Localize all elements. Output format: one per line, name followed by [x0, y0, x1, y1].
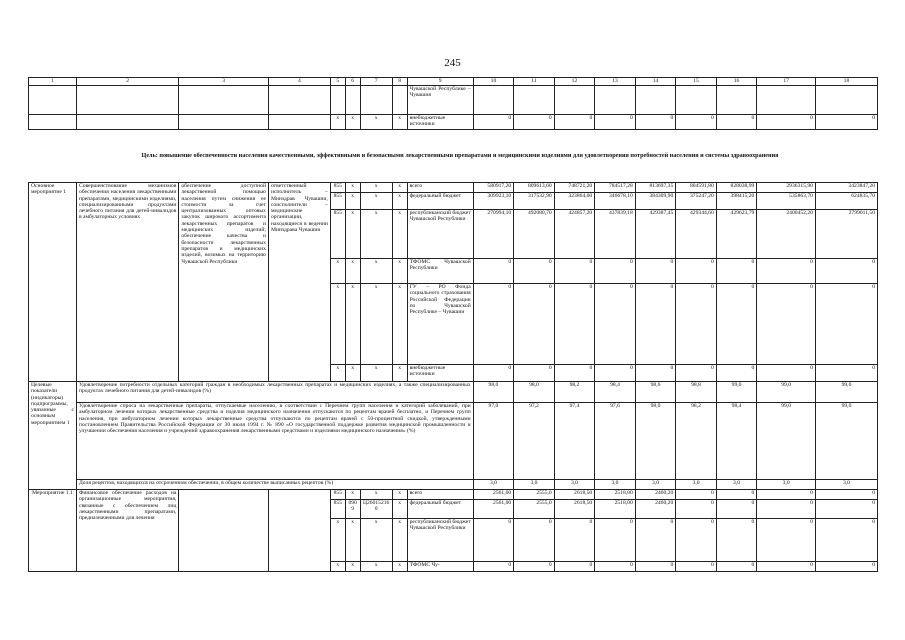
- table-cell: x: [330, 259, 345, 284]
- funding-source: федеральный бюджет: [407, 193, 473, 210]
- column-header: 7: [360, 78, 392, 86]
- table-row: [29, 183, 878, 193]
- table-cell: 346678,10: [595, 193, 636, 210]
- table-cell: 0: [595, 519, 636, 562]
- table-cell: x: [360, 284, 392, 365]
- table-cell: Ц260152160: [360, 500, 392, 519]
- funding-source: внебюджетные источники: [407, 115, 473, 130]
- table-cell: 0: [473, 284, 514, 365]
- table-cell: 0: [676, 259, 717, 284]
- indicator-value: 99,0: [815, 403, 877, 480]
- table-cell: 3423847,20: [815, 183, 877, 193]
- event-responsible: ответственный исполнитель – Минздрав Чувашии, соисполнители – медицинские организации, находящиеся в ведении Минздрава Чувашии: [268, 183, 330, 382]
- top-table: [28, 77, 878, 130]
- column-header: 15: [676, 78, 717, 86]
- table-cell: 492080,70: [514, 210, 555, 259]
- table-cell: 0: [757, 490, 816, 500]
- table-cell: 0: [514, 115, 555, 130]
- table-cell: 0: [595, 365, 636, 382]
- table-cell: 0: [676, 115, 717, 130]
- indicator-value: 98,8: [676, 382, 717, 403]
- column-header: 1: [29, 78, 77, 86]
- table-cell: 809613,60: [514, 183, 555, 193]
- table-cell: [473, 86, 514, 115]
- indicator-row: [29, 480, 878, 490]
- indicator-value: 97,6: [595, 403, 636, 480]
- table-cell: 2799011,50: [815, 210, 877, 259]
- indicator-value: 3,0: [757, 480, 816, 490]
- indicator-value: 98,2: [676, 403, 717, 480]
- column-header: 11: [514, 78, 555, 86]
- table-cell: 0: [473, 562, 514, 572]
- table-cell: 535863,70: [757, 193, 816, 210]
- table-cell: [392, 86, 407, 115]
- table-cell: 0: [716, 115, 757, 130]
- table-cell: 2561,00: [473, 500, 514, 519]
- table-cell: x: [345, 259, 360, 284]
- table-cell: x: [345, 284, 360, 365]
- table-cell: x: [345, 210, 360, 259]
- indicators-label: Целевые показатели (индикаторы) подпрограммы, увязанные с основным мероприятием 1: [29, 382, 77, 490]
- table-cell: x: [392, 259, 407, 284]
- event-description: Совершенствование механизмов обеспечения населения лекарственными препаратами, медицинскими изделиями, специализированными продуктами лечебного питания для детей-инвалидов в амбулаторных условиях: [76, 183, 178, 382]
- table-cell: 0: [514, 562, 555, 572]
- table-cell: 2518,00: [595, 490, 636, 500]
- funding-source: республиканский бюджет Чувашской Республики: [407, 519, 473, 562]
- table-cell: 0: [554, 365, 595, 382]
- table-cell: 2618,50: [554, 490, 595, 500]
- funding-source: республиканский бюджет Чувашской Республики: [407, 210, 473, 259]
- table-cell: x: [360, 210, 392, 259]
- table-cell: 0: [473, 365, 514, 382]
- table-cell: 0909: [345, 500, 360, 519]
- table-cell: 855: [330, 490, 345, 500]
- funding-source: Чувашской Республике – Чувашия: [407, 86, 473, 115]
- table-cell: 0: [676, 562, 717, 572]
- table-cell: 0: [676, 519, 717, 562]
- table-cell: [514, 86, 555, 115]
- funding-source: ТФОМС Чу-: [407, 562, 473, 572]
- table-cell: 0: [676, 490, 717, 500]
- table-cell: x: [360, 562, 392, 572]
- table-cell: 0: [473, 519, 514, 562]
- table-cell: x: [392, 519, 407, 562]
- table-cell: 0: [757, 259, 816, 284]
- table-cell: x: [392, 500, 407, 519]
- table-cell: 0: [635, 519, 676, 562]
- table-cell: 855: [330, 183, 345, 193]
- indicator-value: 3,0: [635, 480, 676, 490]
- table-cell: x: [360, 519, 392, 562]
- table-cell: 0: [514, 365, 555, 382]
- table-cell: x: [330, 284, 345, 365]
- indicator-value: 97,4: [554, 403, 595, 480]
- table-cell: 0: [757, 562, 816, 572]
- table-cell: 855: [330, 193, 345, 210]
- table-cell: [595, 86, 636, 115]
- table-cell: 0: [716, 500, 757, 519]
- indicator-value: 3,0: [676, 480, 717, 490]
- table-row: [29, 86, 878, 115]
- table-cell: x: [345, 490, 360, 500]
- table-cell: [29, 115, 77, 130]
- table-cell: 0: [716, 259, 757, 284]
- table-cell: [554, 86, 595, 115]
- table-cell: x: [345, 183, 360, 193]
- indicator-value: 3,0: [595, 480, 636, 490]
- column-header: 6: [345, 78, 360, 86]
- indicator-value: 98,0: [473, 382, 514, 403]
- table-cell: 0: [554, 562, 595, 572]
- table-cell: [179, 115, 269, 130]
- table-cell: 813697,35: [635, 183, 676, 193]
- funding-source: ГУ – РО Фонда социального страхования Российской Федерации по Чувашской Республике – Чувашии: [407, 284, 473, 365]
- table-cell: x: [392, 193, 407, 210]
- goal-heading: Цель: повышение обеспеченности населения качественными, эффективными и безопасными лекарственными препаратами и медицинскими изделиями для удовлетворения потребностей населения и системы здравоохранения: [141, 152, 779, 159]
- table-cell: 384309,90: [635, 193, 676, 210]
- table-cell: 424857,20: [554, 210, 595, 259]
- indicator-text: Удовлетворение спроса на лекарственные препараты, отпускаемые населению, в соответствии с Перечнем групп населения и категорий заболеваний, при амбулаторном лечении которых лекарственные средства и изделия медицинского назначения отпускаются по рецептам врачей бесплатно, и Перечнем групп населения, при амбулаторном лечении которых лекарственные средства отпускаются по рецептам врачей с 50-процентной скидкой, утвержденными постановлением Правительства Российской Федерации от 30 июля 1994 г. № 890 «О государственной поддержке развития медицинской промышленности и улучшении обеспечения населения и учреждений здравоохранения лекарственными средствами и изделиями медицинского назначения» (%): [76, 403, 473, 480]
- table-cell: 309923,10: [473, 193, 514, 210]
- indicator-value: 3,0: [716, 480, 757, 490]
- indicator-value: 3,0: [514, 480, 555, 490]
- table-cell: x: [345, 115, 360, 130]
- main-table: [28, 182, 878, 572]
- table-cell: 0: [514, 519, 555, 562]
- indicator-row: [29, 382, 878, 403]
- funding-source: ТФОМС Чувашской Республики: [407, 259, 473, 284]
- table-cell: 0: [595, 115, 636, 130]
- table-cell: 0: [554, 259, 595, 284]
- table-cell: 0: [635, 284, 676, 365]
- table-cell: 855: [330, 210, 345, 259]
- table-cell: [716, 86, 757, 115]
- table-cell: x: [360, 193, 392, 210]
- table-cell: x: [360, 259, 392, 284]
- table-cell: [179, 490, 269, 572]
- indicator-value: 3,0: [554, 480, 595, 490]
- table-cell: 0: [595, 284, 636, 365]
- indicator-value: 97,0: [473, 403, 514, 480]
- table-cell: [635, 86, 676, 115]
- table-cell: 2518,00: [595, 500, 636, 519]
- table-cell: x: [345, 562, 360, 572]
- table-cell: [76, 115, 178, 130]
- column-header: 8: [392, 78, 407, 86]
- event-description: Финансовое обеспечение расходов на организационные мероприятия, связанные с обеспечением лиц лекарственными препаратами, предназначенными для лечения: [76, 490, 178, 572]
- table-cell: 0: [595, 259, 636, 284]
- table-cell: 0: [635, 562, 676, 572]
- table-row: [29, 490, 878, 500]
- page-number: 245: [444, 57, 461, 69]
- indicator-value: 3,0: [473, 480, 514, 490]
- table-cell: x: [392, 562, 407, 572]
- table-cell: 398415,20: [716, 193, 757, 210]
- table-cell: x: [360, 115, 392, 130]
- table-cell: 270994,10: [473, 210, 514, 259]
- table-cell: x: [360, 365, 392, 382]
- column-header: 10: [473, 78, 514, 86]
- table-cell: [815, 86, 877, 115]
- table-cell: [76, 86, 178, 115]
- indicator-value: 97,2: [514, 403, 555, 480]
- table-cell: 580917,20: [473, 183, 514, 193]
- table-cell: 828038,99: [716, 183, 757, 193]
- table-cell: x: [392, 210, 407, 259]
- table-cell: 855: [330, 500, 345, 519]
- column-header: 5: [330, 78, 345, 86]
- table-cell: 2555,0: [514, 490, 555, 500]
- table-cell: 0: [815, 519, 877, 562]
- indicator-value: 98,4: [595, 382, 636, 403]
- indicator-row: [29, 403, 878, 480]
- table-cell: x: [345, 193, 360, 210]
- column-header: 2: [76, 78, 178, 86]
- indicator-text: Доля рецептов, находящихся на отсроченном обеспечении, в общем количестве выписанных рецептов (%): [76, 480, 473, 490]
- table-cell: 0: [757, 519, 816, 562]
- table-cell: [345, 86, 360, 115]
- table-cell: 0: [716, 284, 757, 365]
- table-cell: x: [330, 365, 345, 382]
- table-cell: 0: [757, 500, 816, 519]
- table-cell: 0: [473, 259, 514, 284]
- table-cell: [268, 86, 330, 115]
- event-title: Мероприятие 1.1: [29, 490, 77, 572]
- table-cell: 0: [554, 115, 595, 130]
- indicator-value: 98,6: [635, 382, 676, 403]
- table-cell: x: [392, 365, 407, 382]
- table-cell: [179, 86, 269, 115]
- table-cell: 0: [554, 284, 595, 365]
- column-header: 17: [757, 78, 816, 86]
- table-cell: [676, 86, 717, 115]
- funding-source: федеральный бюджет: [407, 500, 473, 519]
- table-cell: 0: [676, 365, 717, 382]
- table-cell: 2936315,90: [757, 183, 816, 193]
- table-cell: x: [330, 519, 345, 562]
- indicator-value: 99,0: [757, 403, 816, 480]
- table-cell: 0: [473, 115, 514, 130]
- indicator-text: Удовлетворение потребности отдельных категорий граждан в необходимых лекарственных препаратах и медицинских изделиях, а также специализированных продуктах лечебного питания для детей-инвалидов (%): [76, 382, 473, 403]
- table-cell: 0: [595, 562, 636, 572]
- funding-source: внебюджетные источники: [407, 365, 473, 382]
- table-cell: 748721,20: [554, 183, 595, 193]
- table-cell: 323864,00: [554, 193, 595, 210]
- table-cell: 429344,60: [676, 210, 717, 259]
- table-cell: 784517,28: [595, 183, 636, 193]
- indicator-value: 99,0: [815, 382, 877, 403]
- column-header: 14: [635, 78, 676, 86]
- column-header: 4: [268, 78, 330, 86]
- table-cell: 0: [815, 500, 877, 519]
- column-header: 13: [595, 78, 636, 86]
- table-cell: 0: [676, 284, 717, 365]
- column-header: 9: [407, 78, 473, 86]
- table-cell: 0: [815, 259, 877, 284]
- table-cell: x: [330, 115, 345, 130]
- table-cell: 0: [554, 519, 595, 562]
- table-cell: x: [330, 562, 345, 572]
- table-cell: 429623,79: [716, 210, 757, 259]
- indicator-value: 98,2: [554, 382, 595, 403]
- table-cell: x: [392, 490, 407, 500]
- indicator-value: 98,0: [514, 382, 555, 403]
- table-cell: 375247,20: [676, 193, 717, 210]
- table-cell: x: [345, 519, 360, 562]
- table-cell: 0: [635, 365, 676, 382]
- table-cell: x: [360, 490, 392, 500]
- table-cell: 0: [716, 490, 757, 500]
- table-cell: 0: [635, 259, 676, 284]
- table-cell: [757, 86, 816, 115]
- table-cell: x: [360, 183, 392, 193]
- indicator-value: 3,0: [815, 480, 877, 490]
- column-header: 3: [179, 78, 269, 86]
- table-cell: 0: [514, 284, 555, 365]
- funding-source: всего: [407, 490, 473, 500]
- table-cell: 0: [815, 284, 877, 365]
- table-cell: 0: [815, 490, 877, 500]
- column-header: 12: [554, 78, 595, 86]
- table-cell: 2561,00: [473, 490, 514, 500]
- table-cell: 317532,90: [514, 193, 555, 210]
- table-cell: 2400452,20: [757, 210, 816, 259]
- table-cell: 437839,18: [595, 210, 636, 259]
- table-cell: 0: [757, 365, 816, 382]
- column-header: 16: [716, 78, 757, 86]
- event-title: Основное мероприятие 1: [29, 183, 77, 382]
- header-row: [29, 78, 878, 86]
- table-cell: 429387,45: [635, 210, 676, 259]
- table-cell: x: [345, 365, 360, 382]
- table-cell: [360, 86, 392, 115]
- table-cell: 0: [716, 562, 757, 572]
- event-result: обеспечение доступной лекарственной помощью населения путем снижения ее стоимости за счет централизованных оптовых закупок широкого ассортимента лекарственных препаратов и медицинских изделий; обеспечение качества и безопасности лекарственных препаратов и медицинских изделий, возимых на территорию Чувашской Республики: [179, 183, 269, 382]
- table-cell: [268, 490, 330, 572]
- indicator-value: 99,0: [716, 382, 757, 403]
- table-cell: 804591,80: [676, 183, 717, 193]
- table-cell: x: [392, 183, 407, 193]
- table-cell: 2618,50: [554, 500, 595, 519]
- table-cell: 0: [676, 500, 717, 519]
- table-cell: 0: [815, 115, 877, 130]
- indicator-value: 98,4: [716, 403, 757, 480]
- table-cell: 2460,20: [635, 490, 676, 500]
- table-cell: 624835,70: [815, 193, 877, 210]
- indicator-value: 99,0: [757, 382, 816, 403]
- table-cell: 0: [514, 259, 555, 284]
- table-cell: 2555,0: [514, 500, 555, 519]
- table-cell: 0: [815, 365, 877, 382]
- table-cell: [29, 86, 77, 115]
- table-cell: 0: [815, 562, 877, 572]
- table-cell: [268, 115, 330, 130]
- indicator-value: 98,0: [635, 403, 676, 480]
- funding-source: всего: [407, 183, 473, 193]
- table-cell: 0: [757, 284, 816, 365]
- table-cell: 0: [757, 115, 816, 130]
- table-cell: x: [392, 115, 407, 130]
- table-cell: 0: [716, 365, 757, 382]
- table-cell: x: [392, 284, 407, 365]
- table-row: [29, 115, 878, 130]
- column-header: 18: [815, 78, 877, 86]
- table-cell: [330, 86, 345, 115]
- table-cell: 0: [635, 115, 676, 130]
- table-cell: 2460,20: [635, 500, 676, 519]
- table-cell: 0: [716, 519, 757, 562]
